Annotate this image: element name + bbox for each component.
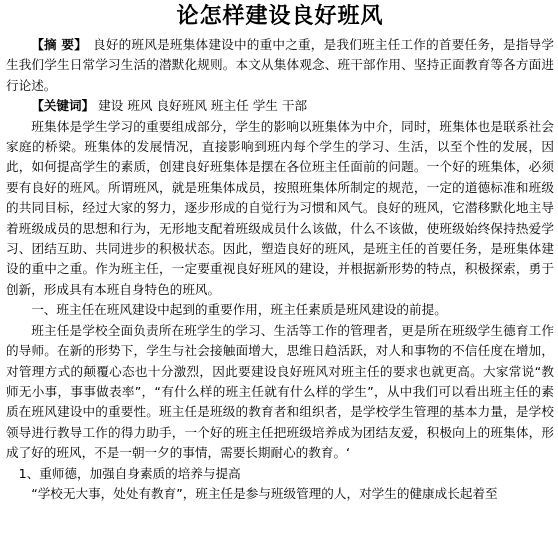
section-heading-1: 一、班主任在班风建设中起到的重要作用，班主任素质是班风建设的前提。 [31, 302, 447, 318]
abstract-label: 【摘 要】 [31, 37, 88, 52]
keywords-paragraph [6, 96, 554, 116]
abstract-text: 良好的班风是班集体建设中的重中之重，是我们班主任工作的首要任务，是指导学生我们学生日常学习生活的潜默化规则。本文从集体观念、班干部作用、坚持正面教育等各方面进行论述。 [6, 37, 554, 93]
subheading-1: 1、重师德，加强自身素质的培养与提高 [18, 465, 241, 481]
body-paragraph-1: 班集体是学生学习的重要组成部分，学生的影响以班集体为中介，同时，班集体也是联系社会家庭的桥梁。班集体的发展情况，直接影响到班内每个学生的学习、生活，以至个性的发展，因此，如何提高学生的素质，创建良好班集体是摆在各位班主任面前的问题。一个好的班集体，必须要有良好的班风。所谓班风，就是班集体成员，按照班集体所制定的规范，一定的道德标准和班级的共同目标，经过大家的努力，逐步形成的自觉行为习惯和风气。良好的班风，它潜移默化地主导着班级成员的思想和行为，无形地支配着班级成员什么该做，什么不该做，使班级始终保持热爱学习、团结互助、共同进步的积极状态。因此，塑造良好的班风，是班主任的首要任务，是班集体建设的重中之重。作为班主任，一定要重视良好班风的建设，并根据新形势的特点，积极探索，勇于创新，形成具有本班自身特色的班风。 [6, 118, 554, 297]
keywords-text: 建设 班风 良好班风 班主任 学生 干部 [98, 98, 308, 114]
document-page [0, 2, 558, 539]
keywords-label: 【关键词】 [31, 98, 95, 114]
body-paragraph-3: “学校无大事，处处有教育”，班主任是参与班级管理的人，对学生的健康成长起着至 [31, 485, 498, 501]
body-paragraph-2: 班主任是学校全面负责所在班学生的学习、生活等工作的管理者，更是所在班级学生德育工作的导师。在新的形势下，学生与社会接触面增大，思维日趋活跃，对人和事物的不信任度在增加，对管理方式的颠覆心态也十分激烈，因此要建设良好班风对班主任的要求也就更高。大家常说“教师无小事，事事做表率”，“有什么样的班主任就有什么样的学生”，从中我们可以看出班主任的素质在班风建设中的重要性。班主任是班级的教育者和组织者，是学校学生管理的基本力量，是学校领导进行教导工作的得力助手，一个好的班主任把班级培养成为团结友爱，积极向上的班集体，形成了好的班风，不是一朝一夕的事情，需要长期耐心的教育。‘ [6, 322, 554, 461]
abstract-paragraph [6, 35, 554, 96]
document-title: 论怎样建设良好班风 [176, 4, 384, 29]
